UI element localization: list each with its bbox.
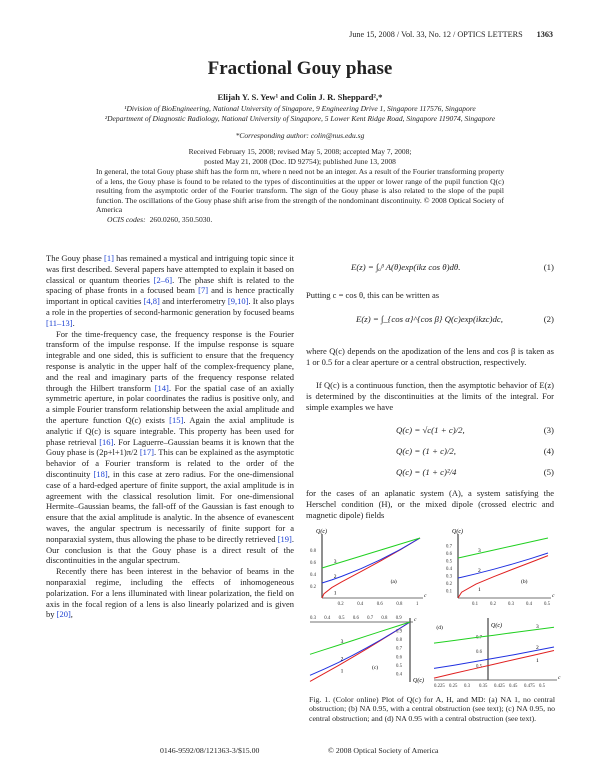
x-axis-label: c (552, 593, 555, 599)
paragraph-text: . The phase shift is related to the spacing of phase fronts in a focused beam (46, 274, 294, 296)
x-tick-label: 0.475 (524, 684, 535, 689)
citation-link[interactable]: [7] (198, 285, 209, 296)
footer-code: 0146-9592/08/121363-3/$15.00 (160, 746, 260, 755)
y-tick-label: 0.6 (396, 655, 402, 661)
paragraph-text: has remained a mystical and intriguing topic since it was first described. Several papers have attempted to explain it based on classical or quantum theories (46, 253, 294, 285)
paragraph-text: . Our conclusion is that the Gouy phase is a direct result of the discontinuities in the angular spectrum. (46, 533, 294, 566)
citation-link[interactable]: [17] (139, 447, 154, 458)
y-tick-label: 0.7 (476, 635, 482, 641)
cases-paragraph: for the cases of an aplanatic system (A), a system satisfying the Herschel condition (H), or the mixed dipole (crossed electric and magnetic dipole) fields (306, 488, 554, 520)
curve-label: 2 (340, 656, 344, 663)
equation-2-number: (2) (543, 314, 554, 324)
paragraph-text: . It also plays a role in the properties of second-harmonic generation by focused beams (46, 296, 294, 317)
x-tick-label: 0.2 (490, 602, 496, 607)
left-column (46, 253, 294, 620)
citation-link[interactable]: [11–13] (46, 317, 73, 328)
y-tick-label: 0.4 (446, 567, 452, 572)
curve-3 (310, 622, 410, 654)
footer-copyright: © 2008 Optical Society of America (328, 746, 439, 755)
citation-link[interactable]: [15] (169, 414, 184, 425)
right-column (306, 252, 554, 532)
curve-label: 2 (536, 644, 539, 651)
paper-title: Fractional Gouy phase (207, 58, 393, 79)
curve-2 (458, 553, 548, 578)
x-tick-label: 0.25 (449, 684, 458, 689)
citation-link[interactable]: [16] (99, 436, 114, 447)
affiliation-1: ¹Division of BioEngineering, National University of Singapore, 9 Engineering Drive 1, Singapore 117576, Singapore (124, 104, 476, 113)
curve-label: 1 (333, 590, 337, 597)
equation-4-number: (4) (543, 446, 554, 456)
y-tick-label: 0.6 (310, 561, 316, 566)
putting-text: Putting c = cos θ, this can be written as (306, 290, 440, 300)
paragraph-text: , in this case at zero radius. For the one-dimensional case of a hard-edged aperture of finite support, the axial amplitude is in agreement with the classical resolution limit. For one-dimensional Hermite–Gaussian beams, the fall-off of the Gaussian is fast enough to ensure that the axial amplitude is analytic. In the absence of evanescent waves, the angular spectrum is necessarily of finite support for a nonparaxial system, thus allowing the phase to be directly retrieved (46, 468, 295, 544)
where-paragraph: where Q(c) depends on the apodization of the lens and cos β is taken as 1 or 0.5 for a clear aperture or a central obstruction, respectively. (306, 346, 554, 367)
y-axis-label: Q(c) (316, 529, 327, 535)
abstract-block (96, 167, 504, 225)
x-axis-label: c (558, 675, 561, 681)
y-tick-label: 0.6 (476, 650, 482, 655)
equation-1 (351, 262, 554, 273)
citation-link[interactable]: [18] (93, 468, 108, 479)
y-tick-label: 0.3 (446, 574, 452, 580)
received-line-2: posted May 21, 2008 (Doc. ID 92754); published June 13, 2008 (204, 156, 396, 166)
y-axis-label: Q(c) (413, 678, 424, 684)
equation-1-number: (1) (543, 262, 554, 272)
equation-1-text: E(z) = ∫ₐᵝ A(θ)exp(ikz cos θ)dθ. (351, 262, 461, 272)
page-number: 1363 (536, 30, 553, 39)
equation-5-text: Q(c) = (1 + c)²/4 (396, 467, 457, 477)
figure-caption: Fig. 1. (Color online) Plot of Q(c) for A, H, and MD: (a) NA 1, no central obstruction; (b) NA 0.95, with a central obstruction (see text); (c) NA 0.95, no central obstruction; and (d) NA 0.95 with a central obstruction (see text). (309, 695, 555, 723)
affiliation-2: ²Department of Diagnostic Radiology, National University of Singapore, 5 Lower Kent Ridge Road, Singapore 119074, Singapore (104, 114, 496, 123)
y-tick-label: 0.9 (396, 629, 402, 635)
panel-label: (d) (436, 624, 443, 631)
equation-4 (396, 446, 554, 457)
x-tick-label: 0.4 (526, 602, 532, 607)
equation-5-number: (5) (543, 467, 554, 477)
curve-3 (458, 538, 548, 558)
y-tick-label: 0.8 (310, 549, 316, 554)
x-tick-label: 1 (416, 602, 419, 607)
x-tick-label: 0.4 (357, 602, 364, 607)
x-tick-label: 0.7 (367, 616, 374, 621)
x-tick-label: 0.8 (381, 616, 388, 621)
curve-label: 3 (478, 548, 481, 554)
x-tick-label: 0.5 (539, 684, 545, 689)
citation-link[interactable]: [1] (103, 253, 114, 263)
equation-3-number: (3) (543, 425, 554, 435)
citation-link[interactable]: [19] (277, 533, 292, 544)
x-tick-label: 0.3 (508, 602, 514, 607)
paragraph-text: and interferometry (159, 296, 228, 307)
y-tick-label: 0.7 (396, 646, 402, 652)
corresponding-author: *Corresponding author: colin@nus.edu.sg (235, 131, 365, 140)
ocis-label: OCIS codes: (107, 214, 146, 224)
paragraph-text: , (70, 609, 73, 620)
y-tick-label: 0.2 (446, 582, 452, 587)
equation-5 (396, 467, 554, 478)
x-tick-label: 0.425 (494, 684, 505, 689)
running-header (349, 30, 553, 39)
received-line-1: Received February 15, 2008; revised May 5, 2008; accepted May 7, 2008; (188, 147, 412, 156)
curve-1 (458, 556, 548, 598)
figure-1-plots (306, 526, 560, 693)
y-axis-label: Q(c) (491, 623, 502, 629)
y-axis-label: Q(c) (452, 529, 463, 535)
curve-label: 3 (333, 559, 337, 565)
ocis-value: 260.0260, 350.5030. (149, 214, 213, 224)
paragraph-text: and is hence practically important in optical cavities (46, 285, 294, 307)
curve-label: 2 (478, 567, 481, 574)
paragraph-text: The Gouy phase (46, 253, 104, 263)
paragraph-text: . This can be explained as the asymptotic behavior of a Fourier transform is related to the order of the discontinuity (46, 447, 294, 479)
x-tick-label: 0.225 (434, 684, 445, 689)
panel-label: (a) (390, 579, 397, 585)
y-tick-label: 0.1 (446, 589, 452, 595)
y-tick-label: 0.8 (396, 638, 402, 644)
x-tick-label: 0.45 (509, 684, 518, 689)
citation-link[interactable]: [14] (154, 382, 169, 393)
body-paragraph (46, 566, 294, 620)
citation-link[interactable]: [9,10] (227, 296, 249, 307)
journal-line: June 15, 2008 / Vol. 33, No. 12 / OPTICS LETTERS (349, 30, 523, 39)
paragraph-text: . Again the axial amplitude is analytic if Q(c) is square integrable. This property has been used for phase retrieval (46, 414, 294, 447)
paragraph-text: . For the spatial case of an axially symmetric aperture, in polar coordinates the radius is positive only, and a simple Fourier transform relationship between the axial amplitude and the aperture function Q(c) exists (46, 382, 294, 425)
x-axis-label: c (424, 593, 427, 599)
equation-3-text: Q(c) = √c(1 + c)/2, (396, 425, 465, 435)
x-tick-label: 0.3 (310, 616, 316, 621)
equation-3 (396, 425, 554, 436)
paragraph-text: . (72, 317, 75, 328)
y-tick-label: 0.5 (446, 559, 452, 565)
citation-link[interactable]: [2–6] (153, 274, 173, 285)
y-tick-label: 0.5 (476, 664, 482, 670)
x-tick-label: 0.4 (324, 616, 331, 621)
curve-2 (310, 622, 410, 678)
equation-2 (356, 314, 554, 325)
curve-label: 1 (536, 658, 539, 665)
x-tick-label: 0.9 (395, 616, 402, 621)
x-tick-label: 0.6 (352, 616, 359, 621)
equation-2-text: E(z) = ∫_{cos α}^{cos β} Q(c)exp(ikzc)dc, (356, 314, 503, 324)
curve-2 (322, 538, 420, 583)
x-tick-label: 0.5 (338, 616, 345, 621)
if-paragraph: If Q(c) is a continuous function, then the asymptotic behavior of E(z) is determined by the discontinuities at the limits of the integral. For simple examples we have (306, 380, 554, 412)
y-tick-label: 0.7 (446, 544, 452, 550)
abstract: In general, the total Gouy phase shift has the form nπ, where n need not be an integer. As a result of the Fourier transforming property of a lens, the Gouy phase is found to be related to the types of discontinuities at the upper or lower range of the pupil function Q(c) resulting from the asymptotic order of the Fourier transform. The sign of the Gouy phase is also related to the slope of the pupil function. The oscillations of the Gouy phase shift arise from the strength of the nondominant discontinuity. © 2008 Optical Society of America (96, 167, 504, 215)
y-tick-label: 0.6 (446, 552, 452, 557)
x-tick-label: 0.3 (464, 684, 470, 689)
curve-3 (322, 538, 420, 568)
y-tick-label: 0.2 (310, 585, 316, 590)
curve-label: 3 (536, 623, 539, 630)
x-axis-label: c (414, 617, 417, 623)
paragraph-text: Recently there has been interest in the behavior of beams in the nonparaxial regime, including the effects of inhomogeneous polarization. For a lens illuminated with linear polarization, the field on axis in the focal region of a lens is also linearly polarized and is given by (46, 566, 294, 620)
received-dates (80, 147, 520, 166)
panel-label: (b) (521, 579, 528, 585)
x-tick-label: 0.8 (396, 602, 403, 607)
curve-1 (434, 651, 554, 679)
x-tick-label: 0.35 (479, 684, 488, 689)
panel-label: (c) (372, 664, 379, 671)
y-tick-label: 0.4 (310, 573, 316, 578)
citation-link[interactable]: [20] (56, 609, 71, 620)
paragraph-text: . For Laguerre–Gaussian beams it is known that the Gouy phase is (2p+l+1)π/2 (46, 436, 294, 458)
ocis-codes (107, 215, 504, 225)
body-paragraph (46, 329, 294, 567)
x-tick-label: 0.5 (544, 602, 550, 607)
y-tick-label: 0.4 (396, 672, 402, 678)
equation-4-text: Q(c) = (1 + c)/2, (396, 446, 456, 456)
curve-label: 1 (340, 668, 344, 675)
paragraph-text: For the time-frequency case, the frequency response is the Fourier transform of the impulse response. If the impulse response is square integrable and one sided, this is sufficient to ensure that the frequency response is analytic in the upper half of the complex-frequency plane, and the real and imaginary parts of the frequency response related through the Hilbert transform (46, 328, 294, 393)
x-tick-label: 0.6 (376, 602, 383, 607)
curve-label: 1 (478, 587, 481, 594)
citation-link[interactable]: [4,8] (143, 296, 160, 307)
authors: Elijah Y. S. Yew¹ and Colin J. R. Sheppard²,* (217, 92, 383, 102)
x-tick-label: 0.1 (472, 602, 478, 607)
curve-label: 3 (340, 639, 344, 646)
body-paragraph (46, 253, 294, 329)
x-tick-label: 0.2 (337, 602, 344, 607)
y-tick-label: 0.5 (396, 663, 402, 669)
curve-label: 2 (333, 573, 337, 580)
